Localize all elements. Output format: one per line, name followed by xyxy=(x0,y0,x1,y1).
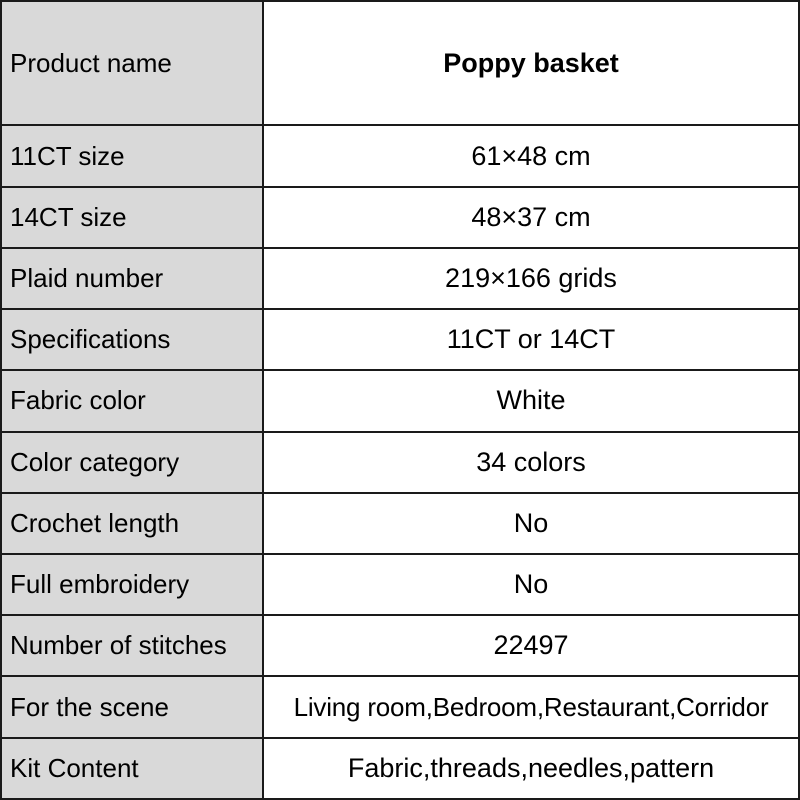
row-value: 61×48 cm xyxy=(263,125,799,186)
product-name-value: Poppy basket xyxy=(263,1,799,125)
row-label: Plaid number xyxy=(1,248,263,309)
row-label: Full embroidery xyxy=(1,554,263,615)
row-value: 22497 xyxy=(263,615,799,676)
row-label: For the scene xyxy=(1,676,263,737)
table-row-number-of-stitches xyxy=(1,615,799,676)
table-row-kit-content xyxy=(1,738,799,799)
row-label: 14CT size xyxy=(1,187,263,248)
row-value: Fabric,threads,needles,pattern xyxy=(263,738,799,799)
row-value: No xyxy=(263,493,799,554)
row-label: Specifications xyxy=(1,309,263,370)
table-row-for-the-scene xyxy=(1,676,799,737)
table-row-14ct-size xyxy=(1,187,799,248)
row-value: White xyxy=(263,370,799,431)
table-row-color-category xyxy=(1,432,799,493)
row-value: 11CT or 14CT xyxy=(263,309,799,370)
table-row-crochet-length xyxy=(1,493,799,554)
row-label: Crochet length xyxy=(1,493,263,554)
row-value: 34 colors xyxy=(263,432,799,493)
table-row-fabric-color xyxy=(1,370,799,431)
table-row-product-name xyxy=(1,1,799,125)
row-label: 11CT size xyxy=(1,125,263,186)
row-label: Product name xyxy=(1,1,263,125)
row-value: 48×37 cm xyxy=(263,187,799,248)
table-row-11ct-size xyxy=(1,125,799,186)
table-row-full-embroidery xyxy=(1,554,799,615)
table-row-specifications xyxy=(1,309,799,370)
row-label: Number of stitches xyxy=(1,615,263,676)
table-row-plaid-number xyxy=(1,248,799,309)
row-value: No xyxy=(263,554,799,615)
row-value: 219×166 grids xyxy=(263,248,799,309)
row-label: Color category xyxy=(1,432,263,493)
row-label: Kit Content xyxy=(1,738,263,799)
row-label: Fabric color xyxy=(1,370,263,431)
row-value: Living room,Bedroom,Restaurant,Corridor xyxy=(263,676,799,737)
